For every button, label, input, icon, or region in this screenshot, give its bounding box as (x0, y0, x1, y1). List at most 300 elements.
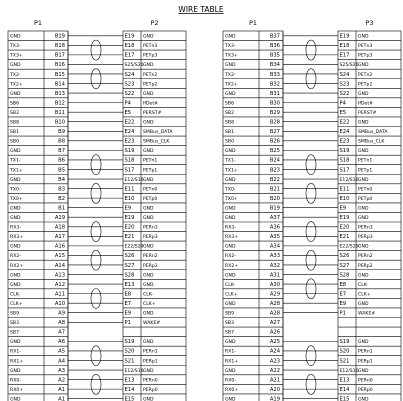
left-signal-name: RX0+ (225, 387, 239, 393)
left-signal-name: GND (10, 340, 21, 346)
right-signal-name: PERp2 (143, 263, 158, 269)
right-pin-number: S20 (339, 348, 350, 355)
right-signal-name: PERn3 (143, 225, 158, 231)
left-signal-name: GND (10, 368, 21, 374)
left-signal-name: RX3- (10, 225, 21, 231)
left-pin-number: A29 (269, 291, 280, 298)
left-pin-number: A24 (269, 348, 280, 355)
left-signal-name: GND (10, 177, 21, 183)
left-pin-number: B20 (269, 195, 280, 202)
left-signal-name: GND (225, 63, 236, 69)
left-pin-number: B22 (269, 176, 280, 183)
right-pin-number: E9 (339, 300, 347, 307)
right-pin-number: S19 (124, 148, 135, 155)
left-pin-number: A8 (58, 320, 65, 327)
left-pin-number: A14 (54, 262, 65, 269)
left-signal-name: GND (225, 216, 236, 222)
right-pin-number: P1 (124, 320, 131, 327)
left-signal-name: GND (225, 91, 236, 97)
right-pin-number: E13 (124, 377, 135, 384)
left-signal-name: TX3+ (225, 53, 238, 59)
right-signal-name: GND (143, 244, 154, 250)
left-signal-name: GND (225, 368, 236, 374)
right-pin-number: E22 (124, 119, 135, 126)
left-pin-number: B31 (269, 90, 280, 97)
left-signal-name: RX1+ (10, 359, 24, 365)
left-pin-number: B28 (269, 119, 280, 126)
left-signal-name: GND (225, 273, 236, 279)
right-pin-number: S18 (339, 157, 350, 164)
left-signal-name: GND (10, 273, 21, 279)
right-signal-name: GND (143, 216, 154, 222)
left-signal-name: SB1 (10, 130, 19, 136)
right-signal-name: GND (143, 311, 154, 317)
right-signal-name: GND (143, 206, 154, 212)
wire-tables (8, 19, 401, 401)
left-pin-number: A22 (269, 367, 280, 374)
left-pin-number: A9 (58, 310, 65, 317)
right-signal-name: PERn2 (358, 254, 373, 260)
right-signal-name: PETn3 (358, 44, 373, 50)
right-pin-number: E7 (339, 291, 347, 298)
left-signal-name: TX1+ (225, 168, 238, 174)
right-pin-number: S22 (124, 90, 135, 97)
wire-table-1 (8, 19, 186, 401)
left-pin-number: A1 (58, 396, 65, 401)
left-pin-number: B30 (269, 100, 280, 107)
left-signal-name: SB2 (10, 110, 19, 116)
right-pin-number: E5 (124, 109, 132, 116)
left-pin-number: A2 (58, 377, 65, 384)
right-signal-name: CLK+ (358, 292, 371, 298)
right-signal-name: GND (358, 301, 369, 307)
right-pin-number: S24 (124, 71, 135, 78)
left-pin-number: A6 (58, 339, 65, 346)
right-pin-number: E24 (124, 129, 135, 136)
left-signal-name: GND (225, 340, 236, 346)
right-pin-number: E8 (339, 281, 347, 288)
left-signal-name: RX1- (10, 349, 21, 355)
left-connector-header: P1 (33, 19, 43, 27)
right-signal-name: PERn0 (143, 378, 158, 384)
left-signal-name: GND (10, 91, 21, 97)
right-pin-number: E7 (124, 300, 132, 307)
right-pin-number: E15 (124, 396, 135, 401)
left-pin-number: A13 (54, 272, 65, 279)
right-pin-number: E12/S16 (339, 177, 359, 183)
right-connector-header: P3 (365, 19, 374, 27)
diagram-title: WIRE TABLE (178, 5, 224, 14)
left-pin-number: B27 (269, 129, 280, 136)
right-signal-name: PERn3 (358, 225, 373, 231)
left-pin-number: A32 (269, 262, 280, 269)
right-signal-name: IfDet# (358, 101, 373, 107)
right-pin-number: E14 (124, 386, 135, 393)
left-pin-number: B34 (269, 62, 280, 69)
twisted-pair-symbol (91, 69, 101, 89)
left-signal-name: GND (225, 301, 236, 307)
left-signal-name: TX2+ (225, 82, 238, 88)
left-pin-number: A11 (54, 291, 65, 298)
twisted-pair-symbol (306, 69, 316, 89)
right-pin-number: S27 (124, 262, 135, 269)
right-signal-name: GND (358, 177, 369, 183)
left-signal-name: TX3- (10, 44, 21, 50)
left-signal-name: RX2- (10, 254, 21, 260)
left-signal-name: GND (10, 206, 21, 212)
right-pin-number: E24 (339, 129, 350, 136)
right-signal-name: PERp3 (358, 235, 373, 241)
right-pin-number: E22 (339, 119, 350, 126)
left-signal-name: GND (225, 149, 236, 155)
left-pin-number: B10 (54, 119, 65, 126)
right-signal-name: PERn1 (143, 349, 158, 355)
right-signal-name: PERp0 (358, 387, 373, 393)
right-signal-name: PERp2 (358, 263, 373, 269)
right-pin-number: E9 (124, 310, 132, 317)
right-signal-name: GND (358, 397, 369, 401)
left-signal-name: TX1+ (10, 168, 23, 174)
right-signal-name: PERp1 (143, 359, 158, 365)
right-pin-number: E23 (124, 138, 135, 145)
right-pin-number: E22/S29 (124, 244, 144, 250)
right-signal-name: PETp3 (358, 53, 373, 59)
right-signal-name: PETp0 (143, 196, 158, 202)
left-pin-number: B6 (58, 157, 65, 164)
right-signal-name: WAKE# (358, 311, 376, 317)
left-signal-name: CLK+ (10, 301, 23, 307)
left-signal-name: RX3- (225, 225, 236, 231)
right-pin-number: E18 (339, 43, 350, 50)
left-signal-name: CLK- (225, 282, 235, 288)
right-signal-name: PERp3 (143, 235, 158, 241)
left-signal-name: TX0+ (10, 196, 23, 202)
left-signal-name: SB0 (10, 139, 19, 145)
left-signal-name: RX2- (225, 254, 236, 260)
right-signal-name: GND (358, 368, 369, 374)
right-signal-name: PETn3 (143, 44, 158, 50)
right-signal-name: GND (358, 149, 369, 155)
left-pin-number: A30 (269, 281, 280, 288)
twisted-pair-symbol (91, 250, 101, 270)
right-signal-name: GND (358, 63, 369, 69)
right-pin-number: E13 (339, 377, 350, 384)
right-pin-number: S24 (339, 71, 350, 78)
left-pin-number: A28 (269, 310, 280, 317)
right-signal-name: PETp2 (143, 82, 158, 88)
left-signal-name: TX2+ (10, 82, 23, 88)
left-signal-name: GND (225, 177, 236, 183)
left-signal-name: GND (10, 216, 21, 222)
left-signal-name: GND (10, 397, 21, 401)
left-pin-number: B26 (269, 138, 280, 145)
right-signal-name: SMBus_CLK (143, 139, 170, 145)
right-pin-number: E18 (124, 43, 135, 50)
twisted-pair-symbol (306, 40, 316, 60)
right-signal-name: SMBus_DATA (143, 130, 173, 136)
twisted-pair-symbol (91, 155, 101, 175)
right-signal-name: SMBus_DATA (358, 130, 388, 136)
right-signal-name: GND (143, 273, 154, 279)
right-pin-number: S25/S26 (339, 63, 359, 69)
left-signal-name: RX2+ (225, 263, 239, 269)
right-pin-number: E19 (124, 33, 135, 40)
right-pin-number: P4 (124, 100, 131, 107)
right-pin-number: S27 (339, 262, 350, 269)
left-pin-number: A18 (54, 224, 65, 231)
left-pin-number: A25 (269, 339, 280, 346)
right-signal-name: GND (358, 216, 369, 222)
right-pin-number: S17 (124, 167, 135, 174)
right-pin-number: E11 (124, 186, 135, 193)
twisted-pair-symbol (306, 183, 316, 203)
right-pin-number: S19 (124, 339, 135, 346)
left-pin-number: B37 (269, 33, 280, 40)
right-signal-name: GND (143, 120, 154, 126)
right-signal-name: PETn0 (143, 187, 158, 193)
left-pin-number: B11 (54, 109, 65, 116)
left-pin-number: A15 (54, 253, 65, 260)
right-pin-number: E10 (124, 195, 135, 202)
right-signal-name: PETn2 (143, 72, 158, 78)
left-pin-number: B18 (54, 43, 65, 50)
right-signal-name: GND (143, 282, 154, 288)
left-pin-number: B5 (58, 167, 65, 174)
right-signal-name: IfDet# (143, 101, 158, 107)
left-signal-name: GND (10, 244, 21, 250)
left-signal-name: SB8 (225, 120, 234, 126)
right-pin-number: E19 (339, 215, 350, 222)
left-connector-header: P1 (248, 19, 258, 27)
left-pin-number: B33 (269, 71, 280, 78)
left-pin-number: A35 (269, 234, 280, 241)
left-pin-number: A1 (58, 386, 65, 393)
right-pin-number: E17 (124, 52, 135, 59)
twisted-pair-symbol (91, 222, 101, 242)
left-signal-name: GND (10, 34, 21, 40)
right-pin-number: S18 (124, 157, 135, 164)
left-signal-name: RX2+ (10, 263, 24, 269)
right-pin-number: E20 (339, 224, 350, 231)
right-pin-number: E5 (339, 109, 347, 116)
left-pin-number: B19 (54, 33, 65, 40)
left-signal-name: RX3+ (10, 235, 24, 241)
right-pin-number: E19 (124, 215, 135, 222)
twisted-pair-symbol (306, 155, 316, 175)
left-signal-name: SB1 (225, 130, 234, 136)
right-pin-number: E8 (124, 291, 132, 298)
right-signal-name: PETp1 (358, 168, 373, 174)
left-pin-number: A21 (269, 377, 280, 384)
left-signal-name: SB7 (225, 330, 234, 336)
left-signal-name: CLK+ (225, 292, 238, 298)
right-pin-number: E17 (339, 52, 350, 59)
left-pin-number: A5 (58, 348, 65, 355)
left-pin-number: A26 (269, 329, 280, 336)
left-signal-name: SB0 (225, 139, 234, 145)
left-pin-number: A23 (269, 358, 280, 365)
right-signal-name: PERp1 (358, 359, 373, 365)
left-signal-name: TX0- (225, 187, 236, 193)
left-signal-name: GND (225, 34, 236, 40)
left-pin-number: B4 (58, 176, 65, 183)
left-signal-name: CLK- (10, 292, 20, 298)
right-signal-name: GND (143, 397, 154, 401)
left-signal-name: GND (225, 397, 236, 401)
left-pin-number: A4 (58, 358, 65, 365)
left-pin-number: B16 (54, 62, 65, 69)
left-signal-name: SB6 (10, 101, 19, 107)
left-pin-number: B17 (54, 52, 65, 59)
twisted-pair-symbol (91, 374, 101, 394)
right-signal-name: PETp3 (143, 53, 158, 59)
left-signal-name: SB6 (225, 101, 234, 107)
left-signal-name: TX3+ (10, 53, 23, 59)
left-pin-number: A7 (58, 329, 65, 336)
right-signal-name: PERST# (143, 110, 162, 116)
right-signal-name: CLK+ (143, 301, 156, 307)
left-signal-name: SB7 (10, 330, 19, 336)
left-pin-number: A27 (269, 320, 280, 327)
left-pin-number: B1 (58, 205, 65, 212)
right-signal-name: GND (143, 340, 154, 346)
left-pin-number: B32 (269, 81, 280, 88)
right-pin-number: E21 (339, 234, 350, 241)
right-signal-name: PERn0 (358, 378, 373, 384)
right-signal-name: PETp2 (358, 82, 373, 88)
right-signal-name: PERST# (358, 110, 377, 116)
right-signal-name: GND (358, 91, 369, 97)
left-pin-number: B19 (269, 205, 280, 212)
right-signal-name: CLK- (143, 292, 153, 298)
left-pin-number: A28 (269, 300, 280, 307)
left-pin-number: A19 (54, 215, 65, 222)
left-signal-name: TX2- (225, 72, 236, 78)
left-signal-name: SB8 (10, 120, 19, 126)
right-signal-name: PETn1 (143, 158, 158, 164)
left-signal-name: GND (10, 63, 21, 69)
left-signal-name: GND (225, 244, 236, 250)
right-signal-name: GND (358, 273, 369, 279)
twisted-pair-symbol (306, 250, 316, 270)
right-signal-name: GND (358, 340, 369, 346)
right-pin-number: S19 (339, 148, 350, 155)
left-pin-number: A17 (54, 234, 65, 241)
wire-table-2 (223, 19, 401, 401)
left-signal-name: RX1- (225, 349, 236, 355)
right-pin-number: E11 (339, 186, 350, 193)
left-pin-number: A31 (269, 272, 280, 279)
right-pin-number: S21 (339, 358, 350, 365)
left-pin-number: A12 (54, 281, 65, 288)
right-pin-number: E13 (124, 281, 135, 288)
right-pin-number: E9 (124, 205, 132, 212)
right-pin-number: S19 (339, 339, 350, 346)
right-signal-name: PETn2 (358, 72, 373, 78)
right-signal-name: SMBus_CLK (358, 139, 385, 145)
twisted-pair-symbol (91, 288, 101, 308)
left-signal-name: RX1+ (225, 359, 239, 365)
left-pin-number: B36 (269, 43, 280, 50)
left-pin-number: B29 (269, 109, 280, 116)
left-signal-name: TX0+ (225, 196, 238, 202)
left-pin-number: A34 (269, 243, 280, 250)
left-pin-number: B7 (58, 148, 65, 155)
right-pin-number: S28 (339, 272, 350, 279)
left-signal-name: GND (10, 282, 21, 288)
twisted-pair-symbol (306, 279, 316, 299)
right-pin-number: S26 (124, 253, 135, 260)
right-signal-name: PERn1 (358, 349, 373, 355)
left-pin-number: B21 (269, 186, 280, 193)
left-signal-name: RX3+ (225, 235, 239, 241)
right-signal-name: PERp0 (143, 387, 158, 393)
left-pin-number: B14 (54, 81, 65, 88)
right-pin-number: E14 (339, 386, 350, 393)
right-signal-name: GND (358, 120, 369, 126)
left-signal-name: SB3 (10, 321, 19, 327)
left-pin-number: B2 (58, 195, 65, 202)
right-signal-name: GND (143, 149, 154, 155)
right-connector-header: P2 (150, 19, 159, 27)
left-pin-number: B3 (58, 186, 65, 193)
left-pin-number: B24 (269, 157, 280, 164)
left-pin-number: B9 (58, 129, 65, 136)
left-pin-number: B25 (269, 148, 280, 155)
right-pin-number: E12/S16 (339, 368, 359, 374)
right-pin-number: S21 (124, 358, 135, 365)
right-signal-name: GND (143, 34, 154, 40)
right-signal-name: GND (143, 177, 154, 183)
right-signal-name: GND (143, 91, 154, 97)
left-pin-number: A36 (269, 224, 280, 231)
right-pin-number: E22/S29 (339, 244, 359, 250)
right-signal-name: GND (143, 368, 154, 374)
left-pin-number: B8 (58, 138, 65, 145)
twisted-pair-symbol (91, 183, 101, 203)
right-pin-number: P1 (339, 310, 346, 317)
left-pin-number: A16 (54, 243, 65, 250)
right-pin-number: S22 (339, 90, 350, 97)
right-signal-name: GND (358, 244, 369, 250)
left-signal-name: RX0- (10, 378, 21, 384)
left-signal-name: GND (225, 206, 236, 212)
right-signal-name: GND (358, 206, 369, 212)
right-pin-number: E12/S16 (124, 368, 144, 374)
left-pin-number: A37 (269, 215, 280, 222)
left-signal-name: TX2- (10, 72, 21, 78)
left-signal-name: GND (10, 149, 21, 155)
right-signal-name: PETn0 (358, 187, 373, 193)
left-pin-number: B35 (269, 52, 280, 59)
twisted-pair-symbol (91, 346, 101, 366)
right-signal-name: PERn2 (143, 254, 158, 260)
right-pin-number: S17 (339, 167, 350, 174)
right-pin-number: E23 (339, 138, 350, 145)
twisted-pair-symbol (306, 374, 316, 394)
right-pin-number: S23 (339, 81, 350, 88)
right-pin-number: S28 (124, 272, 135, 279)
left-signal-name: RX0- (225, 378, 236, 384)
right-pin-number: E12/S16 (124, 177, 144, 183)
right-pin-number: E21 (124, 234, 135, 241)
left-pin-number: A20 (269, 386, 280, 393)
twisted-pair-symbol (306, 222, 316, 242)
left-signal-name: TX1- (225, 158, 236, 164)
left-pin-number: A10 (54, 300, 65, 307)
left-signal-name: RX0+ (10, 387, 24, 393)
left-signal-name: SB3 (225, 321, 234, 327)
